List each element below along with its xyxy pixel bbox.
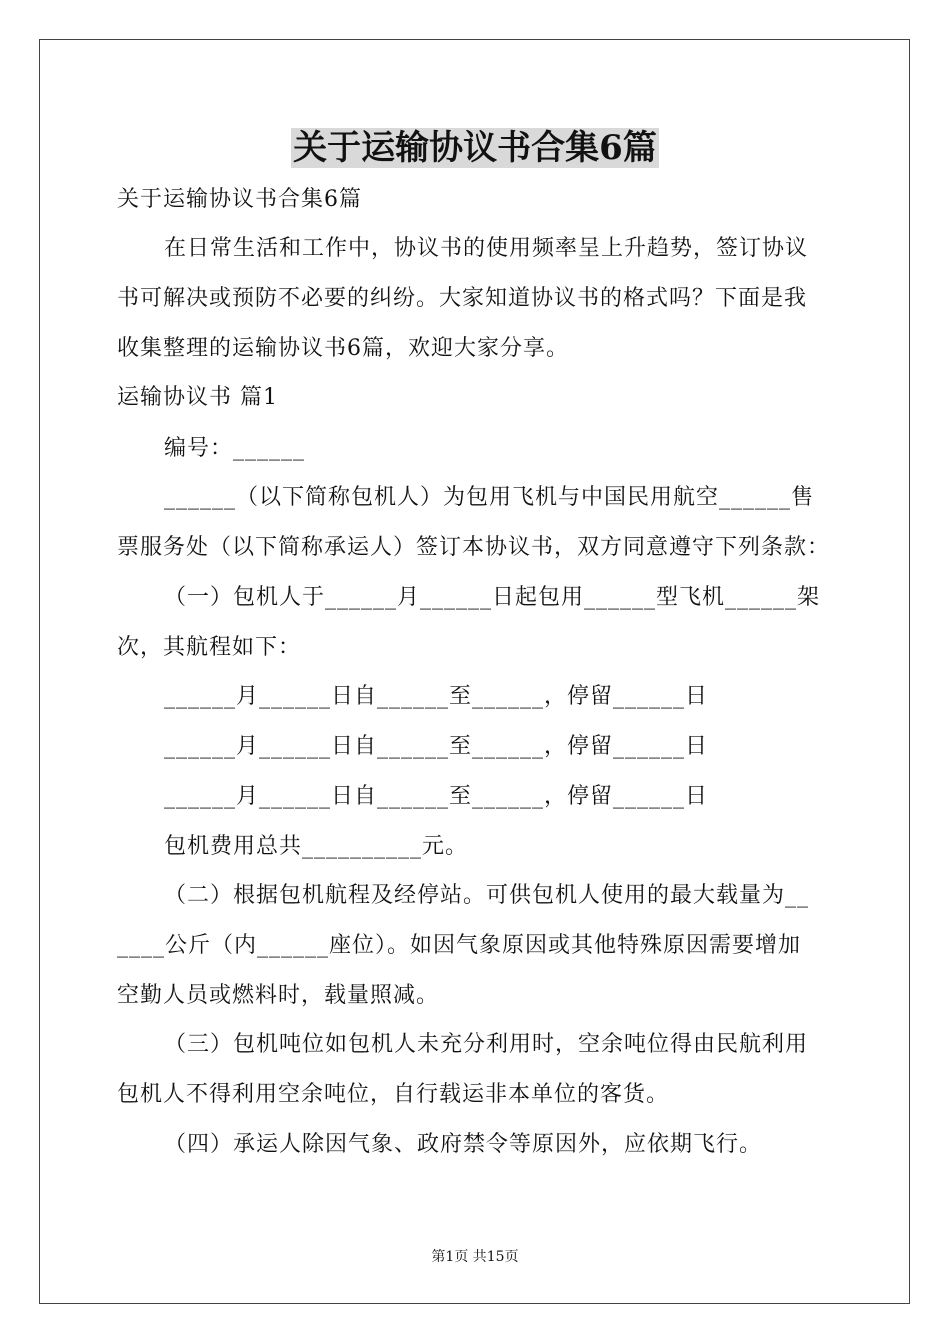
paragraph-line: 收集整理的运输协议书6篇，欢迎大家分享。 [117, 336, 569, 361]
itinerary-line: ______月______日自______至______，停留______日 [164, 784, 709, 809]
paragraph-line: 书可解决或预防不必要的纠纷。大家知道协议书的格式吗？下面是我 [117, 286, 808, 311]
page-footer: 第1页 共15页 [431, 1249, 519, 1265]
section-heading: 运输协议书 篇1 [117, 385, 278, 410]
paragraph-line: （三）包机吨位如包机人未充分利用时，空余吨位得由民航利用 [164, 1032, 809, 1057]
paragraph-line: 空勤人员或燃料时，载量照减。 [117, 983, 440, 1008]
paragraph-line: （一）包机人于______月______日起包用______型飞机______架 [164, 585, 821, 610]
paragraph-line: 在日常生活和工作中，协议书的使用频率呈上升趋势，签订协议 [164, 236, 809, 261]
paragraph-line: 包机人不得利用空余吨位，自行载运非本单位的客货。 [117, 1082, 670, 1107]
document-title: 关于运输协议书合集6篇 [293, 128, 657, 168]
paragraph-line: 编号：______ [164, 436, 306, 461]
itinerary-line: ______月______日自______至______，停留______日 [164, 734, 709, 759]
paragraph-line: 次，其航程如下： [117, 635, 302, 660]
paragraph-line: （四）承运人除因气象、政府禁令等原因外，应依期飞行。 [164, 1132, 763, 1157]
paragraph-line: （二）根据包机航程及经停站。可供包机人使用的最大载量为__ [164, 883, 810, 908]
page-border [39, 39, 910, 1304]
paragraph-line: 包机费用总共__________元。 [164, 834, 469, 859]
paragraph-line: ____公斤（内______座位）。如因气象原因或其他特殊原因需要增加 [117, 933, 802, 958]
itinerary-line: ______月______日自______至______，停留______日 [164, 684, 709, 709]
subtitle-line: 关于运输协议书合集6篇 [117, 187, 362, 212]
paragraph-line: 票服务处（以下简称承运人）签订本协议书，双方同意遵守下列条款： [117, 535, 831, 560]
paragraph-line: ______（以下简称包机人）为包用飞机与中国民用航空______售 [164, 485, 815, 510]
